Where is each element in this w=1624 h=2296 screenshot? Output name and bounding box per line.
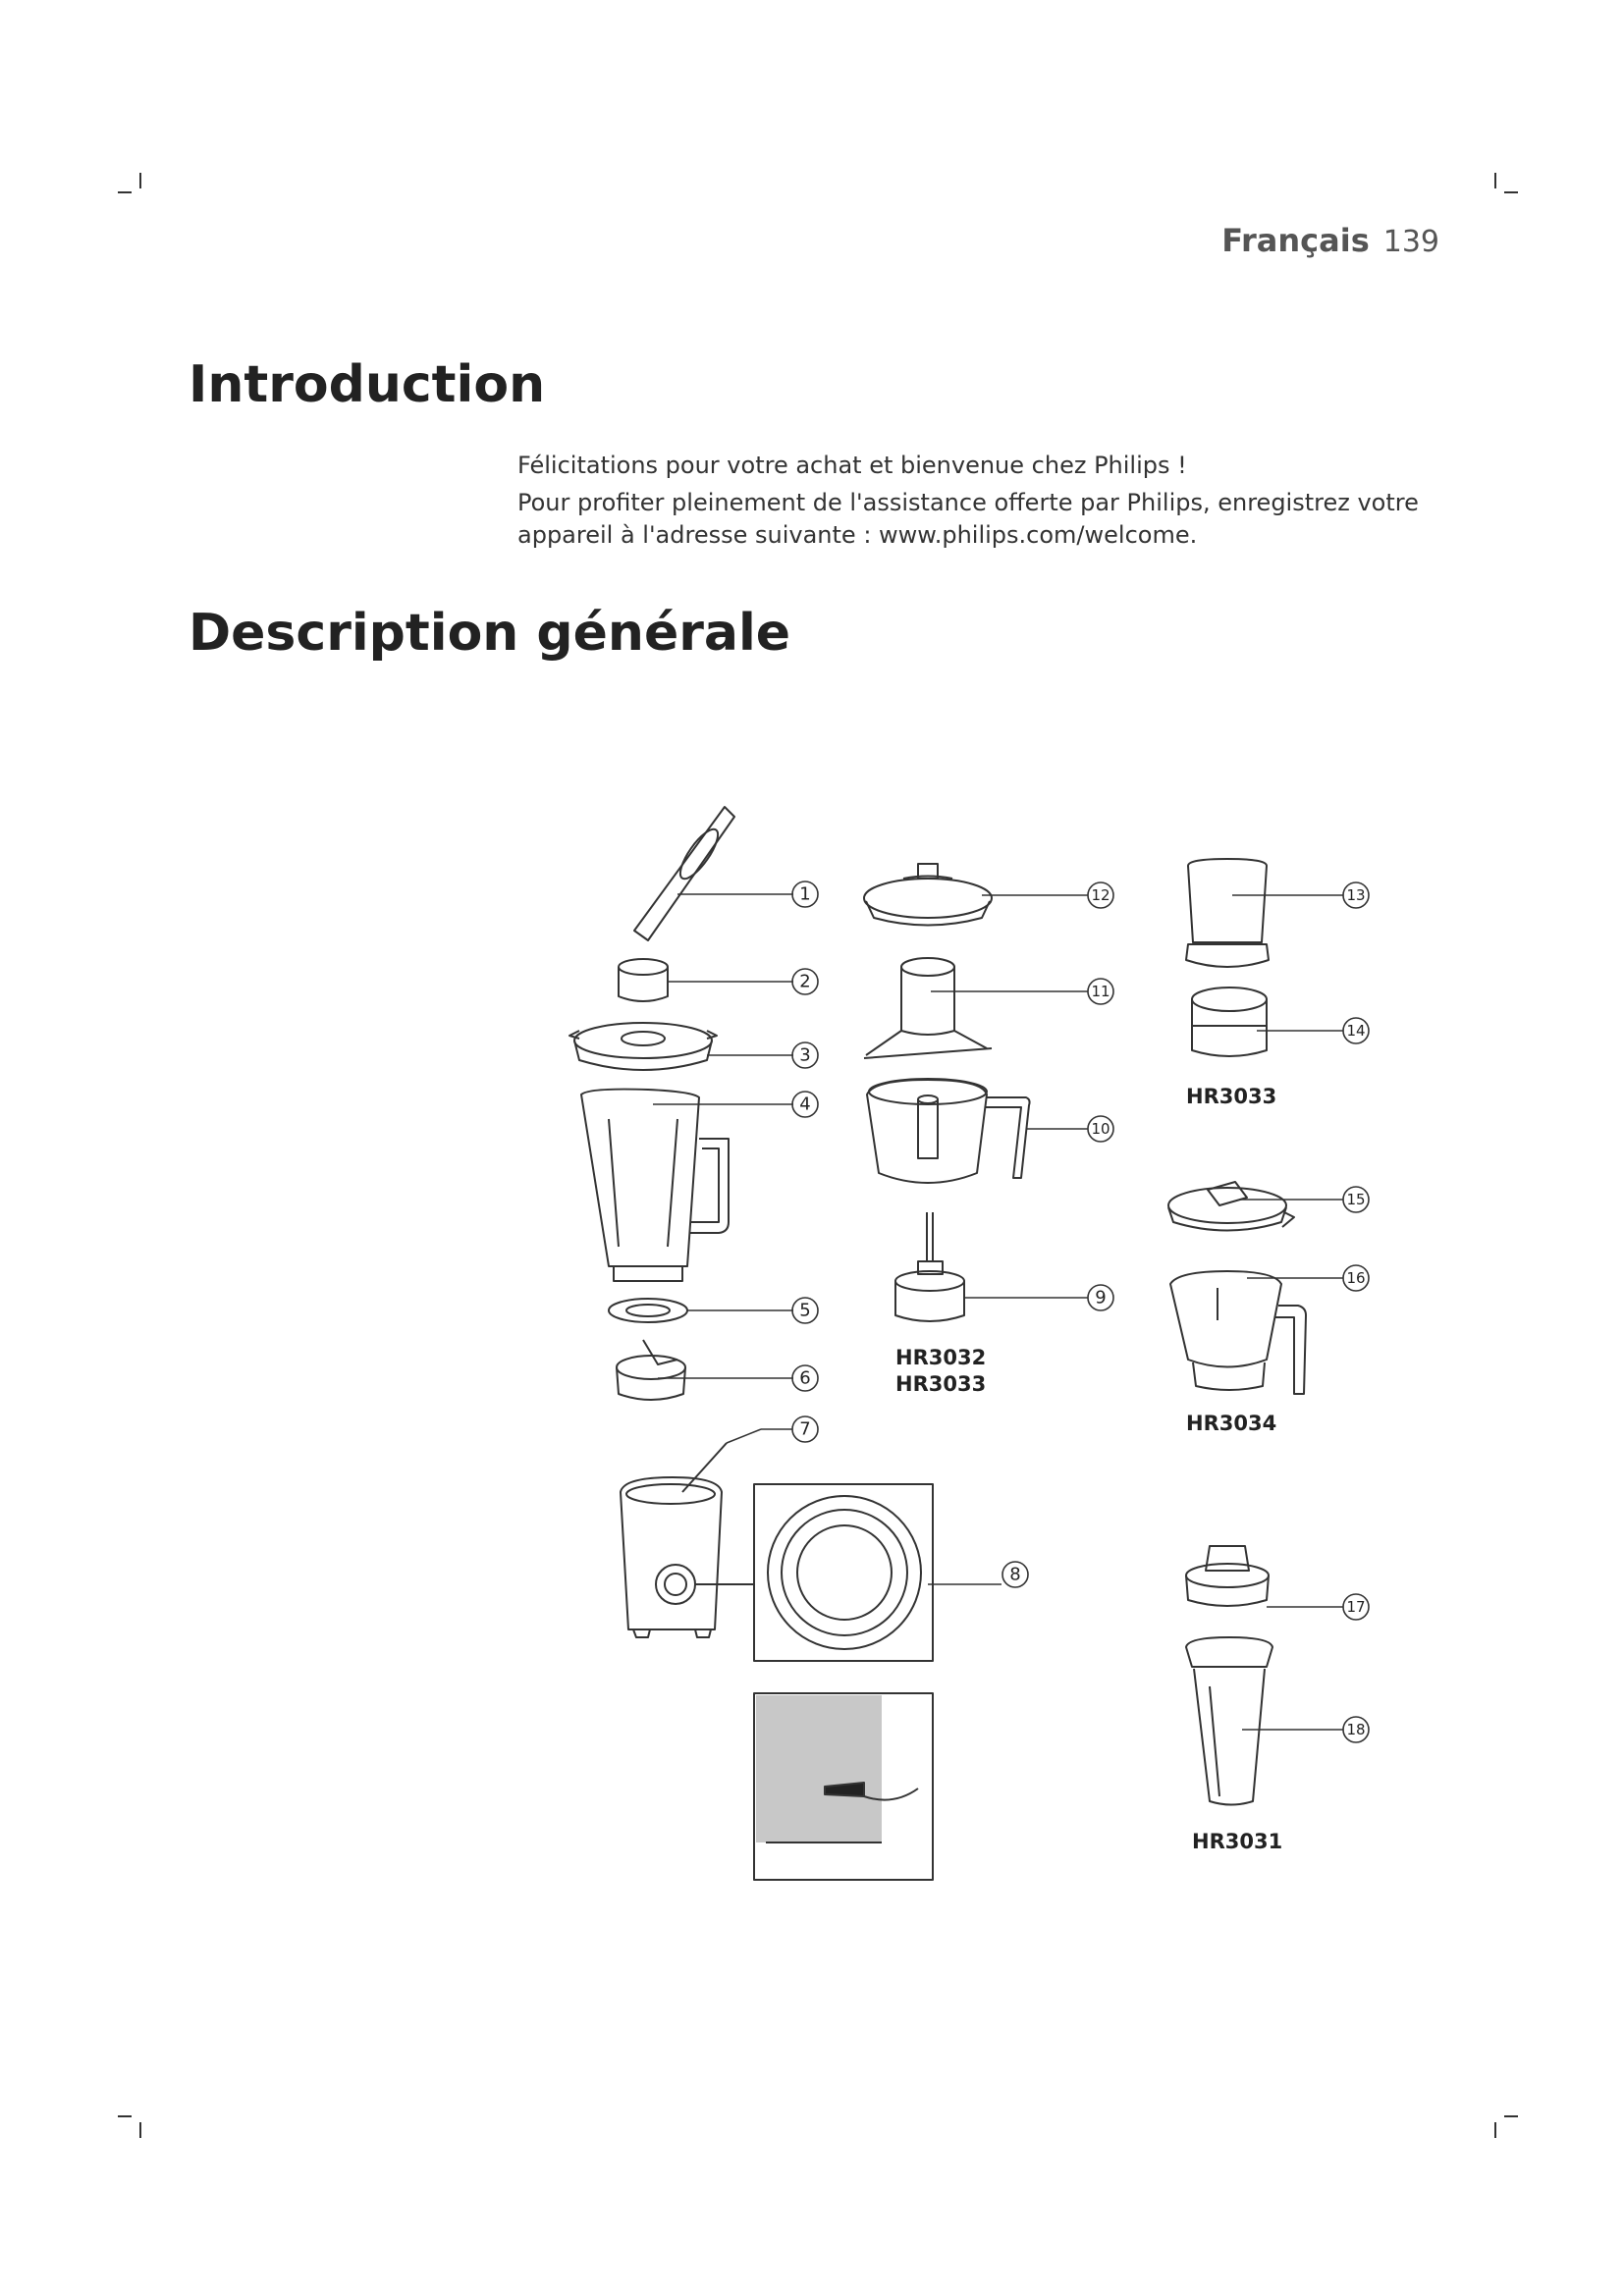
model-label-hr3033-chopper: HR3033 [895,1372,987,1396]
model-label-hr3031: HR3031 [1192,1830,1283,1853]
callout-11: 11 [1091,983,1110,1000]
introduction-heading: Introduction [189,355,546,414]
chopper-gear-illustration [895,1212,964,1321]
description-heading: Description générale [189,604,791,663]
blade-unit-illustration [617,1340,685,1400]
chopping-blade-illustration [864,958,992,1058]
callout-14: 14 [1346,1022,1366,1040]
callout-12: 12 [1091,886,1110,904]
callout-10: 10 [1091,1120,1110,1138]
intro-paragraph-2: Pour profiter pleinement de l'assistance offerte par Philips, enregistrez votre appareil à l'adresse suivante : www.philips.com/welcome. [517,489,1419,549]
callout-6: 6 [799,1367,811,1389]
blender-jar-illustration [581,1090,729,1281]
model-label-hr3034: HR3034 [1186,1412,1277,1435]
model-label-hr3033-mill: HR3033 [1186,1085,1277,1108]
callout-2: 2 [799,971,811,992]
sealing-ring-illustration [609,1299,687,1322]
bottle-illustration [1186,1637,1272,1805]
intro-paragraph-1: Félicitations pour votre achat et bienvenue chez Philips ! [517,452,1187,479]
motor-unit-illustration [621,1443,727,1637]
processing-bowl-illustration [867,1079,1030,1183]
model-label-hr3032: HR3032 [895,1346,987,1369]
jar-lid-illustration [569,1023,717,1070]
grinder-jar-illustration [1170,1271,1306,1394]
callout-9: 9 [1095,1287,1107,1308]
mill-jar-illustration [1186,859,1269,967]
food-processor-lid-illustration [864,864,992,926]
tamper-illustration [634,807,734,940]
callout-7: 7 [799,1418,811,1440]
control-knob-detail [695,1484,933,1661]
callout-13: 13 [1346,886,1366,904]
cord-storage-detail [754,1693,933,1880]
callout-3: 3 [799,1044,811,1066]
callout-16: 16 [1346,1269,1366,1287]
callout-17: 17 [1346,1598,1366,1616]
callout-1: 1 [799,883,811,905]
leader-lines [653,894,1343,1730]
callout-circles [727,881,1369,1742]
callout-5: 5 [799,1300,811,1321]
callout-18: 18 [1346,1721,1366,1738]
milling-unit-illustration [1192,988,1267,1056]
page-number: 139 [1382,225,1439,259]
callout-8: 8 [1009,1564,1021,1585]
callout-4: 4 [799,1094,811,1115]
measuring-cup-illustration [619,959,668,1001]
language-label: Français [1221,222,1370,259]
bottle-lid-illustration [1186,1546,1269,1606]
grinder-lid-illustration [1168,1182,1294,1231]
callout-15: 15 [1346,1191,1366,1208]
